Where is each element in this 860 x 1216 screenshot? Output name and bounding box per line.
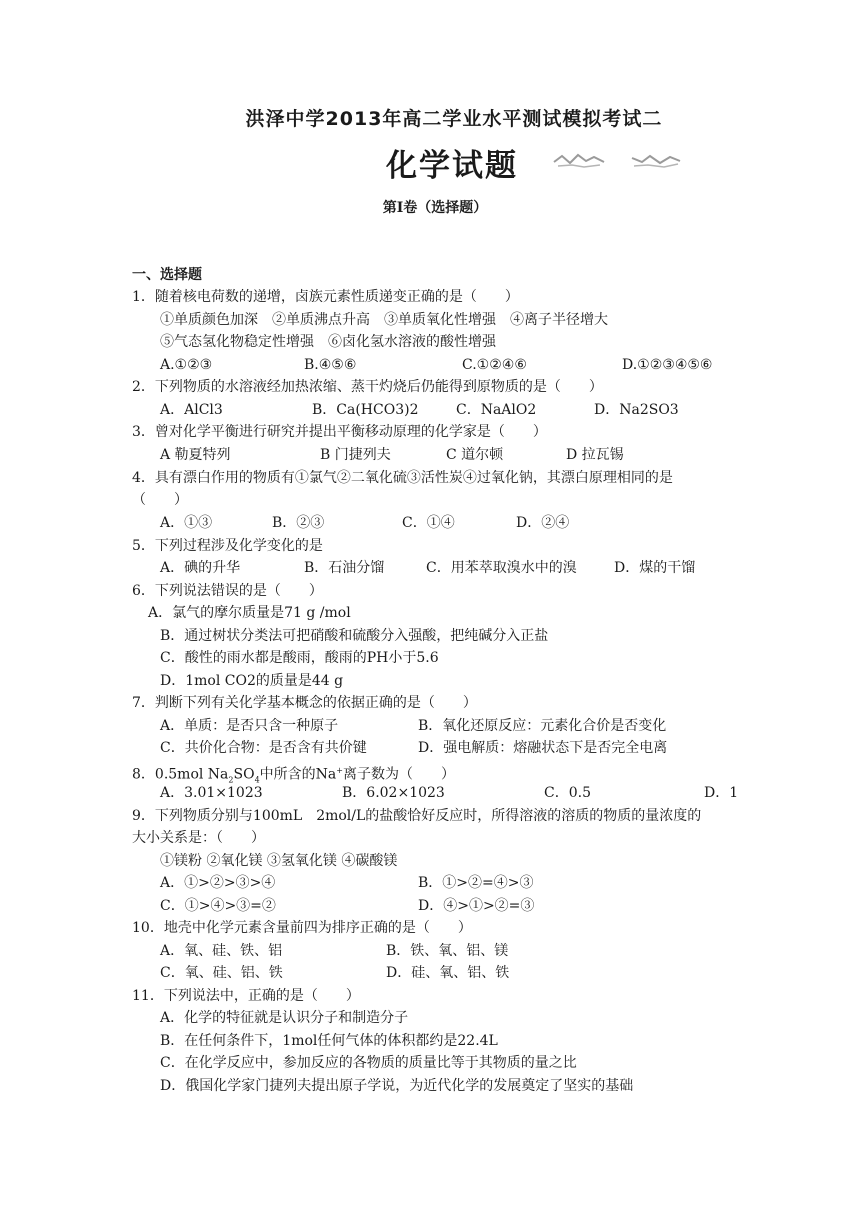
watermark-stamp-right [628, 148, 684, 170]
q10-stem: 10．地壳中化学元素含量前四为排序正确的是（ ） [132, 920, 472, 936]
q1-option-b: B.④⑤⑥ [304, 357, 357, 373]
q10-option-d: D．硅、氧、铝、铁 [386, 965, 510, 981]
section-heading: 一、选择题 [132, 267, 202, 283]
q7-stem: 7．判断下列有关化学基本概念的依据正确的是（ ） [132, 695, 477, 711]
q11-option-a: A．化学的特征就是认识分子和制造分子 [160, 1010, 409, 1026]
q1-option-d: D.①②③④⑤⑥ [622, 357, 713, 373]
q2-option-a: A．AlCl3 [160, 402, 223, 418]
q5-stem: 5．下列过程涉及化学变化的是 [132, 538, 323, 554]
q9-stem-continued: 大小关系是：（ ） [132, 830, 265, 846]
q11-option-b: B．在任何条件下，1mol任何气体的体积都约是22.4L [160, 1033, 498, 1049]
q9-option-b: B．①>②=④>③ [418, 875, 534, 891]
q6-option-a: A．氯气的摩尔质量是71 g /mol [148, 605, 351, 621]
q8-option-a: A．3.01×1023 [160, 785, 263, 801]
q4-option-d: D．②④ [516, 515, 570, 531]
q6-stem: 6．下列说法错误的是（ ） [132, 583, 323, 599]
watermark-stamp-left [550, 148, 612, 170]
q11-stem: 11．下列说法中，正确的是（ ） [132, 988, 360, 1004]
q1-line2: ①单质颜色加深 ②单质沸点升高 ③单质氧化性增强 ④离子半径增大 [160, 312, 608, 328]
q9-option-c: C．①>④>③=② [160, 898, 276, 914]
q1-option-c: C.①②④⑥ [462, 357, 527, 373]
q7-option-a: A．单质：是否只含一种原子 [160, 718, 339, 734]
q1-stem: 1．随着核电荷数的递增，卤族元素性质递变正确的是（ ） [132, 289, 519, 305]
q7-option-d: D．强电解质：熔融状态下是否完全电离 [418, 740, 668, 756]
q10-option-c: C．氧、硅、铝、铁 [160, 965, 283, 981]
q7-option-b: B．氧化还原反应：元素化合价是否变化 [418, 718, 667, 734]
q5-option-b: B．石油分馏 [304, 560, 385, 576]
q9-stem: 9．下列物质分别与100mL 2mol/L的盐酸恰好反应时，所得溶液的溶质的物质的量浓度的 [132, 808, 702, 824]
subject-heading: 化学试题 [386, 148, 518, 184]
q5-option-c: C．用苯萃取溴水中的溴 [426, 560, 577, 576]
q9-option-a: A．①>②>③>④ [160, 875, 276, 891]
q10-option-b: B．铁、氧、铝、镁 [386, 943, 509, 959]
q7-option-c: C．共价化合物：是否含有共价键 [160, 740, 367, 756]
q3-option-d: D 拉瓦锡 [566, 447, 624, 463]
q8-option-c: C．0.5 [544, 785, 591, 801]
q8-option-d: D．1 [704, 785, 739, 801]
q9-line3: ①镁粉 ②氧化镁 ③氢氧化镁 ④碳酸镁 [160, 853, 398, 869]
q6-option-b: B．通过树状分类法可把硝酸和硫酸分入强酸，把纯碱分入正盐 [160, 628, 549, 644]
q5-option-d: D．煤的干馏 [614, 560, 696, 576]
q1-option-a: A.①②③ [160, 357, 213, 373]
q9-option-d: D．④>①>②=③ [418, 898, 535, 914]
q10-option-a: A．氧、硅、铁、铝 [160, 943, 283, 959]
q8-stem: 8．0.5mol $Na_2SO_4$中所含的Na+离子数为（ ） [132, 766, 455, 785]
q2-option-c: C．NaAlO2 [456, 402, 537, 418]
q3-option-a: A 勒夏特列 [160, 447, 231, 463]
q11-option-c: C．在化学反应中，参加反应的各物质的质量比等于其物质的量之比 [160, 1055, 577, 1071]
q6-option-d: D．1mol CO2的质量是44 g [160, 673, 344, 689]
volume-heading: 第Ⅰ卷（选择题） [382, 200, 488, 216]
q3-option-b: B 门捷列夫 [320, 447, 391, 463]
q1-line3: ⑤气态氢化物稳定性增强 ⑥卤化氢水溶液的酸性增强 [160, 334, 496, 350]
q4-option-b: B．②③ [272, 515, 325, 531]
q2-option-b: B．Ca(HCO3)2 [312, 402, 419, 418]
q5-option-a: A．碘的升华 [160, 560, 241, 576]
q2-stem: 2．下列物质的水溶液经加热浓缩、蒸干灼烧后仍能得到原物质的是（ ） [132, 379, 603, 395]
q4-stem-continued: （ ） [132, 492, 188, 508]
q6-option-c: C．酸性的雨水都是酸雨，酸雨的PH小于5.6 [160, 650, 439, 666]
q4-option-a: A．①③ [160, 515, 213, 531]
q3-option-c: C 道尔顿 [446, 447, 504, 463]
q3-stem: 3．曾对化学平衡进行研究并提出平衡移动原理的化学家是（ ） [132, 424, 547, 440]
exam-title: 洪泽中学2013年高二学业水平测试模拟考试二 [245, 108, 663, 130]
q2-option-d: D．Na2SO3 [594, 402, 679, 418]
q4-option-c: C．①④ [402, 515, 455, 531]
q11-option-d: D．俄国化学家门捷列夫提出原子学说，为近代化学的发展奠定了坚实的基础 [160, 1078, 634, 1094]
q4-stem: 4．具有漂白作用的物质有①氯气②二氧化硫③活性炭④过氧化钠，其漂白原理相同的是 [132, 470, 673, 486]
q8-option-b: B．6.02×1023 [342, 785, 445, 801]
